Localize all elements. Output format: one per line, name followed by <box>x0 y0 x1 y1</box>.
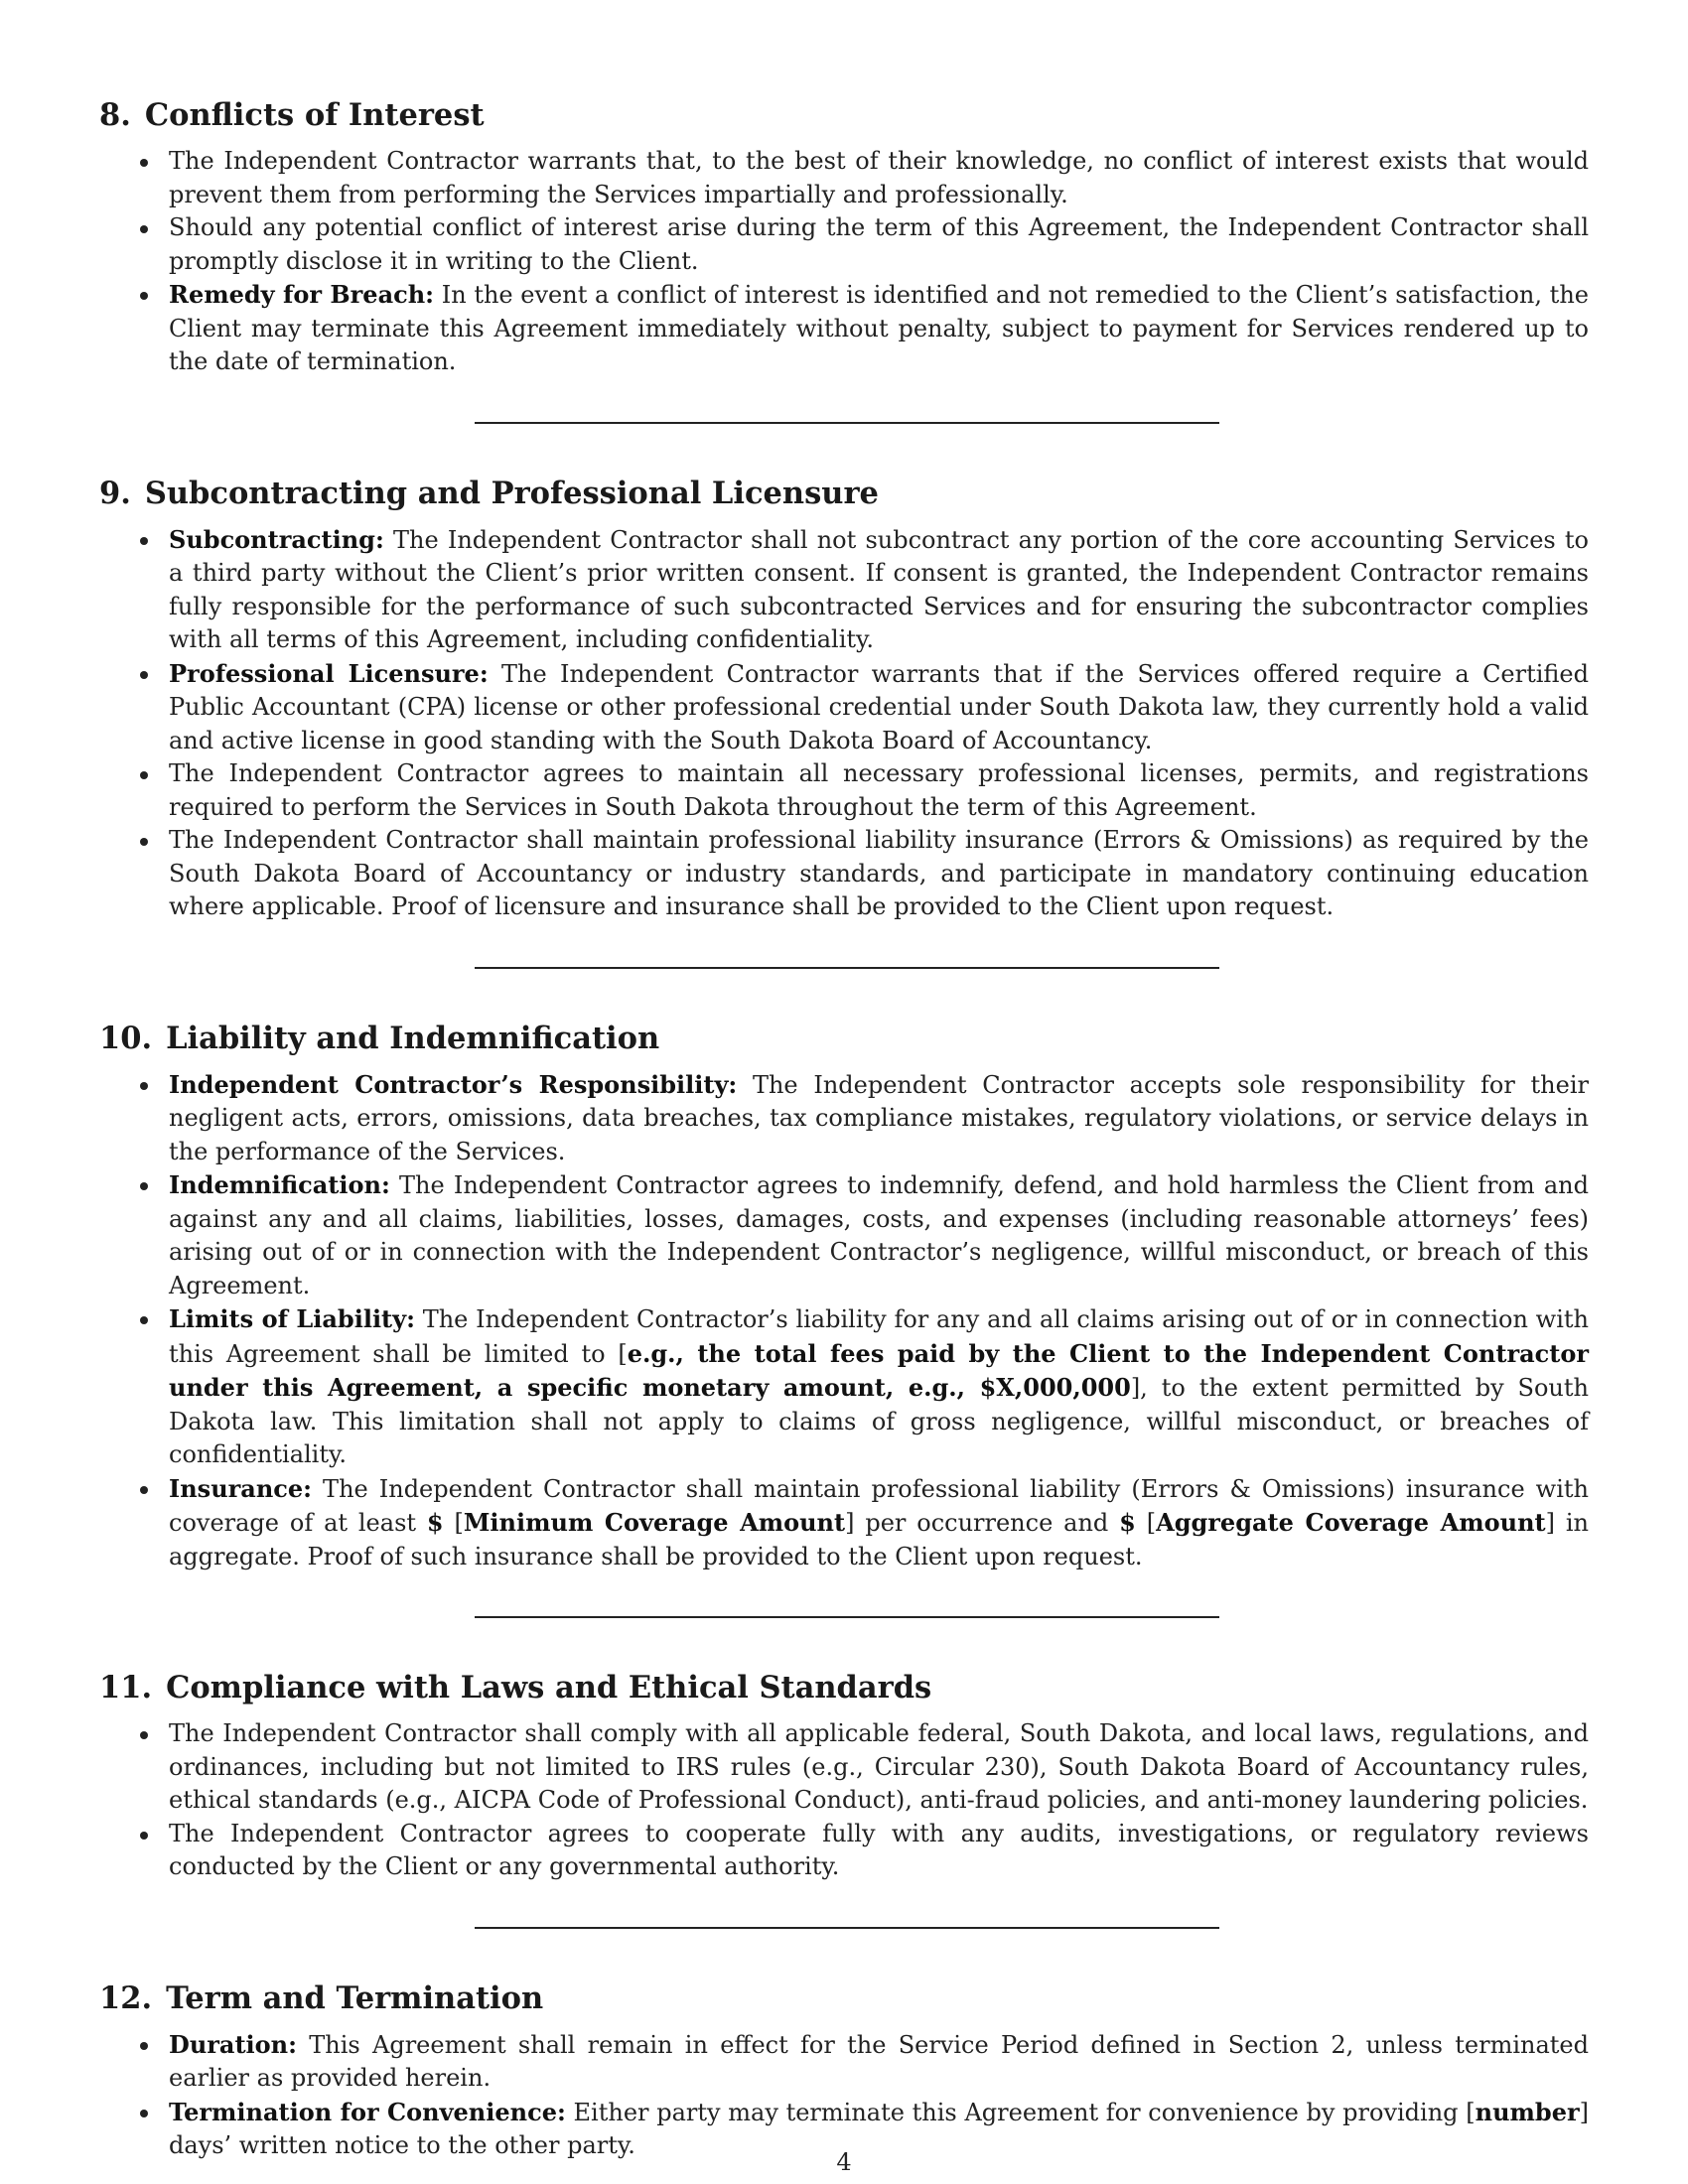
list-item: Independent Contractor’s Responsibility: The Independent Contractor accepts sole responsibility for their negligent acts, errors, omissions, data breaches, tax compliance mistakes, regulatory violations, or service delays in the performance of the Services. <box>99 1068 1589 1169</box>
section-11-compliance <box>99 1668 1589 1884</box>
section-8-conflicts-of-interest <box>99 95 1589 379</box>
list-item: The Independent Contractor agrees to maintain all necessary professional licenses, permits, and registrations required to perform the Services in South Dakota throughout the term of this Agreement. <box>99 757 1589 824</box>
page-number: 4 <box>836 2148 852 2176</box>
section-heading: 11. Compliance with Laws and Ethical Standards <box>99 1670 932 1706</box>
list-item: Should any potential conflict of interest arise during the term of this Agreement, the Independent Contractor shall promptly disclose it in writing to the Client. <box>99 211 1589 278</box>
bullet-list <box>99 523 1589 924</box>
list-item: Remedy for Breach: In the event a conflict of interest is identified and not remedied to the Client’s satisfaction, the Client may terminate this Agreement immediately without penalty, subject to payment for Services rendered up to the date of termination. <box>99 278 1589 379</box>
list-item: The Independent Contractor shall comply with all applicable federal, South Dakota, and local laws, regulations, and ordinances, including but not limited to IRS rules (e.g., Circular 230), South Dakota Board of Accountancy rules, ethical standards (e.g., AICPA Code of Professional Conduct), anti-fraud policies, and anti-money laundering policies. <box>99 1717 1589 1818</box>
list-item: Termination for Convenience: Either party may terminate this Agreement for convenience by providing [number] days’ written notice to the other party. <box>99 2096 1589 2163</box>
list-item: Limits of Liability: The Independent Contractor’s liability for any and all claims arising out of or in connection with this Agreement shall be limited to [e.g., the total fees paid by the Client to the Independent Contractor under this Agreement, a specific monetary amount, e.g., $X,000,000], to the extent permitted by South Dakota law. This limitation shall not apply to claims of gross negligence, willful misconduct, or breaches of confidentiality. <box>99 1302 1589 1472</box>
list-item: Duration: This Agreement shall remain in effect for the Service Period defined in Section 2, unless terminated earlier as provided herein. <box>99 2028 1589 2096</box>
bullet-list <box>99 145 1589 379</box>
section-heading: 10. Liability and Indemnification <box>99 1020 660 1056</box>
list-item: Subcontracting: The Independent Contractor shall not subcontract any portion of the core accounting Services to a third party without the Client’s prior written consent. If consent is granted, the Independent Contractor remains fully responsible for the performance of such subcontracted Services and for ensuring the subcontractor complies with all terms of this Agreement, including confidentiality. <box>99 523 1589 657</box>
list-item: Professional Licensure: The Independent Contractor warrants that if the Services offered require a Certified Public Accountant (CPA) license or other professional credential under South Dakota law, they currently hold a valid and active license in good standing with the South Dakota Board of Accountancy. <box>99 657 1589 758</box>
list-item: The Independent Contractor agrees to cooperate fully with any audits, investigations, or regulatory reviews conducted by the Client or any governmental authority. <box>99 1818 1589 1884</box>
section-heading: 9. Subcontracting and Professional Licensure <box>99 475 879 511</box>
section-10-liability <box>99 1019 1589 1574</box>
document-page <box>99 95 1589 2163</box>
section-heading: 12. Term and Termination <box>99 1979 544 2016</box>
section-9-subcontracting <box>99 474 1589 924</box>
list-item: Insurance: The Independent Contractor shall maintain professional liability (Errors & Omissions) insurance with coverage of at least $ [Minimum Coverage Amount] per occurrence and $ [Aggregate Coverage Amount] in aggregate. Proof of such insurance shall be provided to the Client upon request. <box>99 1472 1589 1574</box>
section-heading: 8. Conflicts of Interest <box>99 97 485 133</box>
list-item: Indemnification: The Independent Contractor agrees to indemnify, defend, and hold harmless the Client from and against any and all claims, liabilities, losses, damages, costs, and expenses (including reasonable attorneys’ fees) arising out of or in connection with the Independent Contractor’s negligence, willful misconduct, or breach of this Agreement. <box>99 1168 1589 1302</box>
section-12-term-and-termination <box>99 1979 1589 2163</box>
list-item: The Independent Contractor shall maintain professional liability insurance (Errors & Omissions) as required by the South Dakota Board of Accountancy or industry standards, and participate in mandatory continuing education where applicable. Proof of licensure and insurance shall be provided to the Client upon request. <box>99 824 1589 924</box>
bullet-list <box>99 1717 1589 1884</box>
bullet-list <box>99 1068 1589 1574</box>
bullet-list <box>99 2028 1589 2163</box>
list-item: The Independent Contractor warrants that, to the best of their knowledge, no conflict of interest exists that would prevent them from performing the Services impartially and professionally. <box>99 145 1589 211</box>
